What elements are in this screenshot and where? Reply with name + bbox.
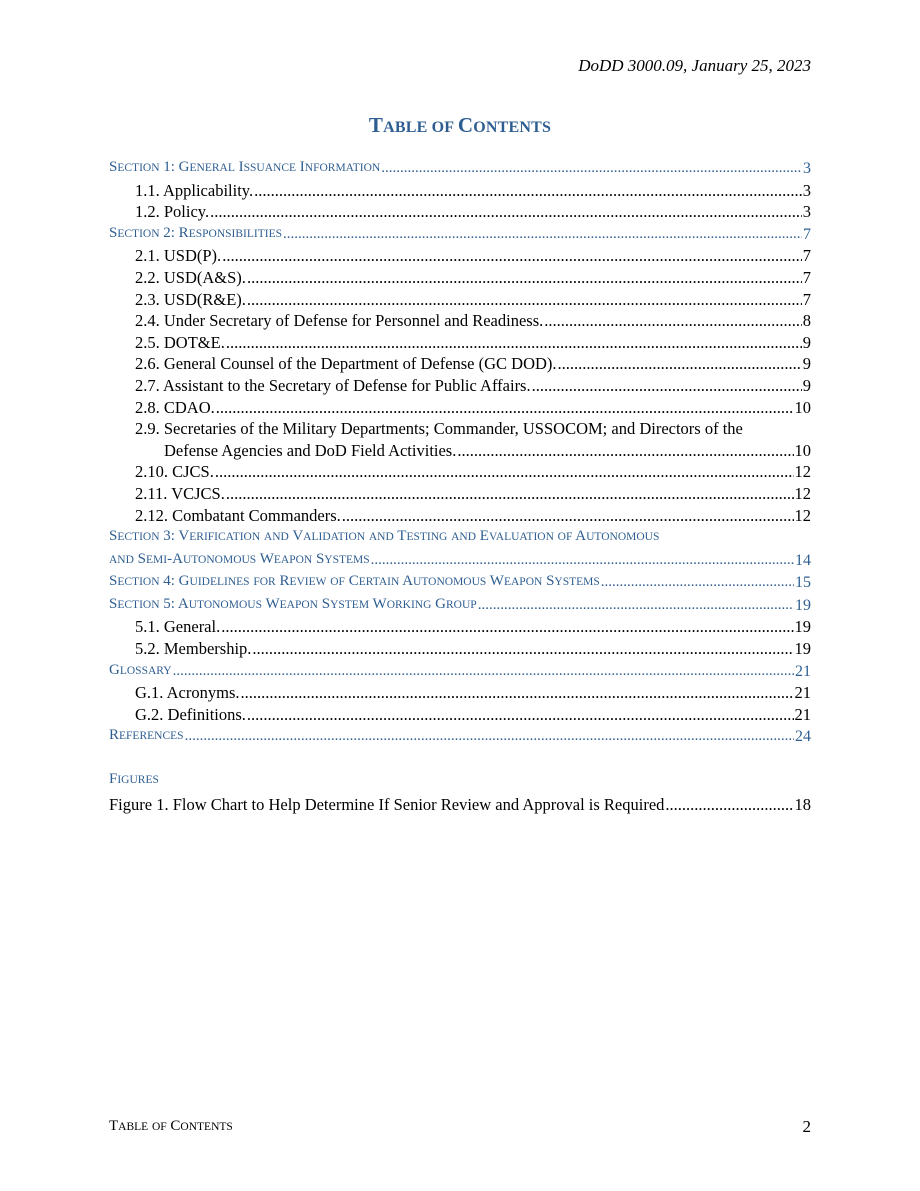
footer-page-number: 2 xyxy=(802,1117,811,1136)
toc-entry-5-1[interactable]: 5.1. General. ..... 19 xyxy=(109,616,811,638)
document-reference: DoDD 3000.09, January 25, 2023 xyxy=(578,56,811,75)
toc-entry-5-2[interactable]: 5.2. Membership. ..... 19 xyxy=(109,638,811,660)
toc-section-2[interactable]: SECTION 2: RESPONSIBILITIES ..... 7 xyxy=(109,223,811,246)
toc-entry-2-1[interactable]: 2.1. USD(P). ..... 7 xyxy=(109,245,811,267)
toc-entry-2-3[interactable]: 2.3. USD(R&E). ..... 7 xyxy=(109,289,811,311)
toc-entry-2-9-line1[interactable]: 2.9. Secretaries of the Military Departments; Commander, USSOCOM; and Directors of the xyxy=(135,419,743,439)
toc-entry-2-2[interactable]: 2.2. USD(A&S). ..... 7 xyxy=(109,267,811,289)
toc-entry-2-5[interactable]: 2.5. DOT&E. ..... 9 xyxy=(109,332,811,354)
toc-glossary[interactable]: GLOSSARY ..... 21 xyxy=(109,660,811,683)
toc-label: SECTION 1: GENERAL ISSUANCE INFORMATION xyxy=(109,159,381,175)
toc-entry-1-1[interactable]: 1.1. Applicability. ..... 3 xyxy=(109,180,811,202)
toc-entry-2-8[interactable]: 2.8. CDAO. ..... 10 xyxy=(109,397,811,419)
toc-entry-2-6[interactable]: 2.6. General Counsel of the Department of Defense (GC DOD). ..... 9 xyxy=(109,353,811,375)
toc-entry-2-4[interactable]: 2.4. Under Secretary of Defense for Personnel and Readiness. ..... 8 xyxy=(109,310,811,332)
toc-entry-2-7[interactable]: 2.7. Assistant to the Secretary of Defense for Public Affairs. ..... 9 xyxy=(109,375,811,397)
toc-section-3-line1[interactable]: SECTION 3: VERIFICATION AND VALIDATION AND TESTING AND EVALUATION OF AUTONOMOUS xyxy=(109,528,660,545)
toc-entry-2-9[interactable]: Defense Agencies and DoD Field Activities. ..... 10 xyxy=(109,440,811,462)
toc-entry-2-10[interactable]: 2.10. CJCS. ..... 12 xyxy=(109,461,811,483)
toc-section-3[interactable]: AND SEMI-AUTONOMOUS WEAPON SYSTEMS ..... 14 xyxy=(109,549,811,572)
toc-figure-1[interactable]: Figure 1. Flow Chart to Help Determine If Senior Review and Approval is Required ..... 18 xyxy=(109,794,811,816)
toc-references[interactable]: REFERENCES ..... 24 xyxy=(109,725,811,748)
toc-entry-2-11[interactable]: 2.11. VCJCS. ..... 12 xyxy=(109,483,811,505)
page-title: TABLE OF CONTENTS xyxy=(368,113,552,137)
figures-heading: FIGURES xyxy=(109,771,159,788)
toc-entry-g-1[interactable]: G.1. Acronyms. ..... 21 xyxy=(109,682,811,704)
toc-section-4[interactable]: SECTION 4: GUIDELINES FOR REVIEW OF CERTAIN AUTONOMOUS WEAPON SYSTEMS ..... 15 xyxy=(109,571,811,594)
toc-entry-1-2[interactable]: 1.2. Policy. ..... 3 xyxy=(109,201,811,223)
toc-page-number: 3 xyxy=(803,160,811,177)
toc-section-1[interactable] xyxy=(109,157,811,180)
toc-entry-2-12[interactable]: 2.12. Combatant Commanders. ..... 12 xyxy=(109,505,811,527)
toc-entry-g-2[interactable]: G.2. Definitions. ..... 21 xyxy=(109,704,811,726)
toc-section-5[interactable]: SECTION 5: AUTONOMOUS WEAPON SYSTEM WORKING GROUP ..... 19 xyxy=(109,594,811,617)
table-of-contents xyxy=(109,157,811,815)
footer-section-title: TABLE OF CONTENTS xyxy=(109,1118,233,1134)
